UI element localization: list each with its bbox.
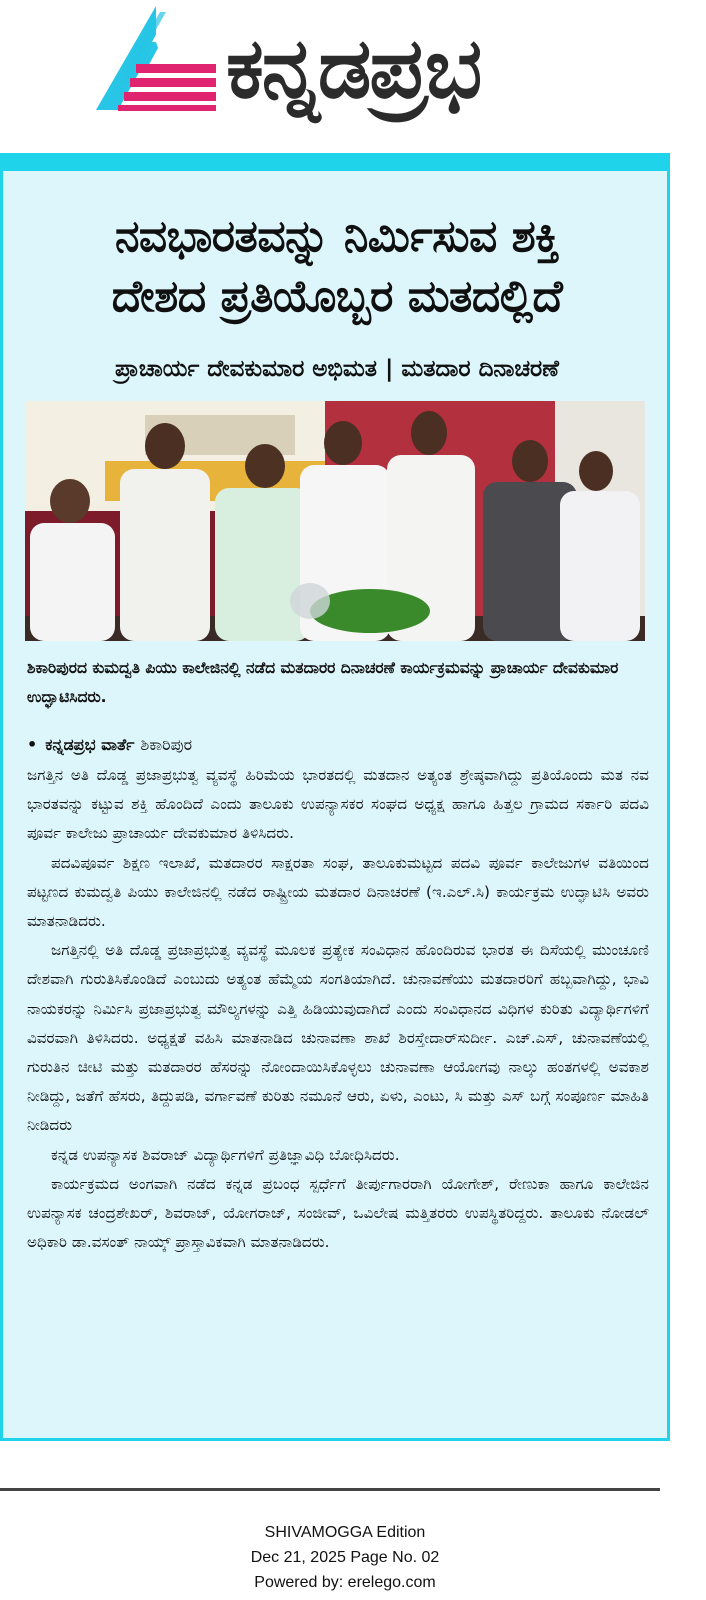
kannadaprabha-logo-icon (96, 6, 218, 114)
body-paragraph: ಪದವಿಪೂರ್ವ ಶಿಕ್ಷಣ ಇಲಾಖೆ, ಮತದಾರರ ಸಾಕ್ಷರತಾ ಸಂಘ, ತಾಲೂಕುಮಟ್ಟದ ಪದವಿ ಪೂರ್ವ ಕಾಲೇಜುಗಳ ವತಿಯಿಂದ ಪಟ್ಟಣದ ಕುಮದ್ವತಿ ಪಿಯು ಕಾಲೇಜಿನಲ್ಲಿ ನಡೆದ ರಾಷ್ಟ್ರೀಯ ಮತದಾರ ದಿನಾಚರಣೆ (ಇ.ಎಲ್.ಸಿ) ಕಾರ್ಯಕ್ರಮ ಉದ್ಘಾಟಿಸಿ ಅವರು ಮಾತನಾಡಿದರು. (27, 853, 649, 931)
edition-name: SHIVAMOGGA Edition (264, 1524, 426, 1541)
article-box (0, 153, 670, 1441)
edition-footer (0, 1520, 690, 1595)
body-paragraph: ಕನ್ನಡ ಉಪನ್ಯಾಸಕ ಶಿವರಾಜ್ ವಿದ್ಯಾರ್ಥಿಗಳಿಗೆ ಪ್ರತಿಜ್ಞಾವಿಧಿ ಬೋಧಿಸಿದರು. (51, 1145, 400, 1164)
footer-divider (0, 1488, 660, 1491)
photo-caption: ಶಿಕಾರಿಪುರದ ಕುಮದ್ವತಿ ಪಿಯು ಕಾಲೇಜಿನಲ್ಲಿ ನಡೆದ ಮತದಾರರ ದಿನಾಚರಣೆ ಕಾರ್ಯಕ್ರಮವನ್ನು ಪ್ರಾಚಾರ್ಯ ದೇವಕುಮಾರ ಉದ್ಘಾಟಿಸಿದರು. (27, 659, 619, 706)
byline-bullet: • (27, 735, 38, 754)
article-headline (27, 207, 647, 327)
headline-line-1: ನವಭಾರತವನ್ನು ನಿರ್ಮಿಸುವ ಶಕ್ತಿ (114, 211, 560, 262)
byline (27, 733, 647, 757)
byline-place: ಶಿಕಾರಿಪುರ (140, 735, 193, 754)
event-photo (25, 401, 645, 641)
byline-brand: ಕನ್ನಡಪ್ರಭ ವಾರ್ತೆ (45, 735, 135, 754)
headline-line-2: ದೇಶದ ಪ್ರತಿಯೊಬ್ಬರ ಮತದಲ್ಲಿದೆ (111, 271, 563, 322)
edition-date-page: Dec 21, 2025 Page No. 02 (250, 1549, 440, 1566)
article-subhead: ಪ್ರಾಚಾರ್ಯ ದೇವಕುಮಾರ ಅಭಿಮತ | ಮತದಾರ ದಿನಾಚರಣೆ (115, 356, 559, 382)
body-paragraph: ಕಾರ್ಯಕ್ರಮದ ಅಂಗವಾಗಿ ನಡೆದ ಕನ್ನಡ ಪ್ರಬಂಧ ಸ್ಪರ್ಧೆಗೆ ತೀರ್ಪುಗಾರರಾಗಿ ಯೋಗೇಶ್, ರೇಣುಕಾ ಹಾಗೂ ಕಾಲೇಜಿನ ಉಪನ್ಯಾಸಕ ಚಂದ್ರಶೇಖರ್, ಶಿವರಾಜ್, ಯೋಗರಾಜ್, ಸಂಜೀವ್, ಒವಿಲೇಷ ಮತ್ತಿತರರು ಉಪಸ್ಥಿತರಿದ್ದರು. ತಾಲೂಕು ನೋಡಲ್ ಅಧಿಕಾರಿ ಡಾ.ವಸಂತ್ ನಾಯ್ಕ್ ಪ್ರಾಸ್ತಾವಿಕವಾಗಿ ಮಾತನಾಡಿದರು. (27, 1174, 649, 1252)
article-body (27, 761, 649, 1257)
masthead (0, 0, 706, 150)
powered-by: Powered by: erelego.com (254, 1574, 436, 1591)
body-paragraph: ಜಗತ್ತಿನ ಅತಿ ದೊಡ್ಡ ಪ್ರಜಾಪ್ರಭುತ್ವ ವ್ಯವಸ್ಥೆ ಹಿರಿಮೆಯ ಭಾರತದಲ್ಲಿ ಮತದಾನ ಅತ್ಯಂತ ಶ್ರೇಷ್ಠವಾಗಿದ್ದು ಪ್ರತಿಯೊಂದು ಮತ ನವ ಭಾರತವನ್ನು ಕಟ್ಟುವ ಶಕ್ತಿ ಹೊಂದಿದೆ ಎಂದು ತಾಲೂಕು ಉಪನ್ಯಾಸಕರ ಸಂಘದ ಅಧ್ಯಕ್ಷ ಹಾಗೂ ಹಿತ್ತಲ ಗ್ರಾಮದ ಸರ್ಕಾರಿ ಪದವಿ ಪೂರ್ವ ಕಾಲೇಜು ಪ್ರಾಚಾರ್ಯ ದೇವಕುಮಾರ ತಿಳಿಸಿದರು. (27, 766, 649, 843)
body-paragraph: ಜಗತ್ತಿನಲ್ಲಿ ಅತಿ ದೊಡ್ಡ ಪ್ರಜಾಪ್ರಭುತ್ವ ವ್ಯವಸ್ಥೆ ಮೂಲಕ ಪ್ರತ್ಯೇಕ ಸಂವಿಧಾನ ಹೊಂದಿರುವ ಭಾರತ ಈ ದಿಸೆಯಲ್ಲಿ ಮುಂಚೂಣಿ ದೇಶವಾಗಿ ಗುರುತಿಸಿಕೊಂಡಿದೆ ಎಂಬುದು ಅತ್ಯಂತ ಹೆಮ್ಮೆಯ ಸಂಗತಿಯಾಗಿದೆ. ಚುನಾವಣೆಯು ಮತದಾರರಿಗೆ ಹಬ್ಬವಾಗಿದ್ದು, ಭಾವಿ ನಾಯಕರನ್ನು ನಿರ್ಮಿಸಿ ಪ್ರಜಾಪ್ರಭುತ್ವ ಮೌಲ್ಯಗಳನ್ನು ಎತ್ತಿ ಹಿಡಿಯುವುದಾಗಿದೆ ಎಂದು ಸಂವಿಧಾನದ ವಿಧಿಗಳ ಕುರಿತು ವಿದ್ಯಾರ್ಥಿಗಳಿಗೆ ವಿವರವಾಗಿ ತಿಳಿಸಿದರು. ಅಧ್ಯಕ್ಷತೆ ವಹಿಸಿ ಮಾತನಾಡಿದ ಚುನಾವಣಾ ಶಾಖೆ ಶಿರಸ್ತೇದಾರ್‌ಸುರ್ದೀ. ಎಚ್.ಎಸ್, ಚುನಾವಣೆಯಲ್ಲಿ ಗುರುತಿನ ಚೀಟಿ ಮತ್ತು ಮತದಾರರ ಹೆಸರನ್ನು ನೋಂದಾಯಿಸಿಕೊಳ್ಳಲು ಚುನಾವಣಾ ಆಯೋಗವು ನಾಲ್ಕು ಹಂತಗಳಲ್ಲಿ ಅವಕಾಶ ನೀಡಿದ್ದು, ಜತೆಗೆ ಹೆಸರು, ತಿದ್ದುಪಡಿ, ವರ್ಗಾವಣೆ ಕುರಿತು ನಮೂನೆ ಆರು, ಏಳು, ಎಂಟು, ಸಿ ಮತ್ತು ಎಸ್ ಬಗ್ಗೆ ಸಂಪೂರ್ಣ ಮಾಹಿತಿ ನೀಡಿದರು (27, 941, 649, 1135)
masthead-title: ಕನ್ನಡಪ್ರಭ (226, 19, 481, 117)
